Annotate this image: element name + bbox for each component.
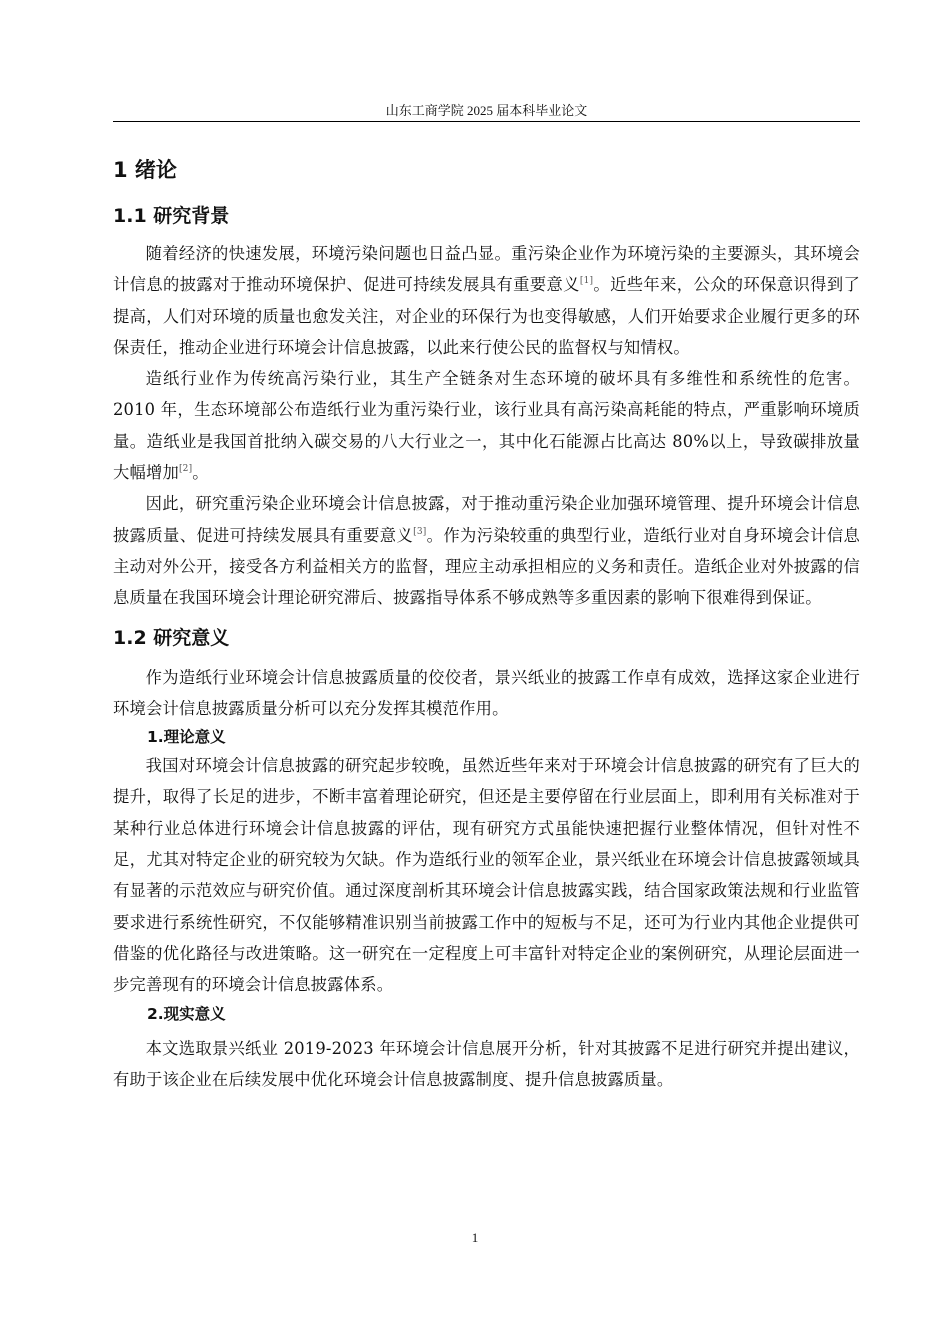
citation-ref[interactable]: [2] bbox=[178, 464, 193, 475]
section-title-significance: 1.2 研究意义 bbox=[113, 626, 230, 649]
citation-ref[interactable]: [3] bbox=[413, 526, 427, 537]
chapter-title: 1 绪论 bbox=[113, 158, 177, 182]
paragraph-text: 。 bbox=[192, 463, 209, 483]
subsection-title-practice: 2.现实意义 bbox=[147, 1004, 226, 1023]
section-title-background: 1.1 研究背景 bbox=[113, 205, 230, 227]
paragraph-text: 。作为污染较重的典型行业，造纸行业对自身环境会计信息主动对外公开，接受各方利益相关方的监督，理应主动承担相应的义务和责任。造纸企业对外披露的信息质量在我国环境会计理论研究滞后、披露指导体系不够成熟等多重因素的影响下很难得到保证。 bbox=[113, 525, 860, 608]
paragraph-text: 。近些年来，公众的环保意识得到了提高，人们对环境的质量也愈发关注，对企业的环保行为也变得敏感，人们开始要求企业履行更多的环保责任，推动企业进行环境会计信息披露，以此来行使公民的监督权与知情权。 bbox=[113, 275, 860, 357]
paragraph-text: 因此，研究重污染企业环境会计信息披露，对于推动重污染企业加强环境管理、提升环境会计信息披露质量、促进可持续发展具有重要意义 bbox=[113, 494, 860, 545]
subsection-title-theory: 1.理论意义 bbox=[147, 728, 226, 747]
paragraph: 我国对环境会计信息披露的研究起步较晚，虽然近些年来对于环境会计信息披露的研究有了巨大的提升，取得了长足的进步，不断丰富着理论研究，但还是主要停留在行业层面上，即利用有关标准对于某种行业总体进行环境会计信息披露的评估，现有研究方式虽能快速把握行业整体情况，但针对性不足，尤其对特定企业的研究较为欠缺。作为造纸行业的领军企业，景兴纸业在环境会计信息披露领域具有显著的示范效应与研究价值。通过深度剖析其环境会计信息披露实践，结合国家政策法规和行业监管要求进行系统性研究，不仅能够精准识别当前披露工作中的短板与不足，还可为行业内其他企业提供可借鉴的优化路径与改进策略。这一研究在一定程度上可丰富针对特定企业的案例研究，从理论层面进一步完善现有的环境会计信息披露体系。 bbox=[113, 756, 860, 995]
paragraph bbox=[113, 363, 860, 488]
page-number: 1 bbox=[471, 1230, 479, 1245]
paragraph bbox=[113, 488, 860, 613]
paragraph: 作为造纸行业环境会计信息披露质量的佼佼者，景兴纸业的披露工作卓有成效，选择这家企业进行环境会计信息披露质量分析可以充分发挥其模范作用。 bbox=[113, 667, 860, 718]
paragraph-text: 随着经济的快速发展，环境污染问题也日益凸显。重污染企业作为环境污染的主要源头，其环境会计信息的披露对于推动环境保护、促进可持续发展具有重要意义 bbox=[113, 244, 860, 295]
paragraph bbox=[113, 238, 860, 363]
paragraph: 本文选取景兴纸业 2019-2023 年环境会计信息展开分析，针对其披露不足进行研究并提出建议，有助于该企业在后续发展中优化环境会计信息披露制度、提升信息披露质量。 bbox=[113, 1038, 860, 1089]
running-header: 山东工商学院 2025 届本科毕业论文 bbox=[113, 102, 860, 122]
citation-ref[interactable]: [1] bbox=[579, 276, 594, 287]
paragraph-text: 造纸行业作为传统高污染行业，其生产全链条对生态环境的破坏具有多维性和系统性的危害。2010 年，生态环境部公布造纸行业为重污染行业，该行业具有高污染高耗能的特点，严重影响环境质量。造纸业是我国首批纳入碳交易的八大行业之一，其中化石能源占比高达 80%以上，导致碳排放量大幅增加 bbox=[113, 369, 860, 483]
page-body bbox=[113, 152, 860, 1095]
